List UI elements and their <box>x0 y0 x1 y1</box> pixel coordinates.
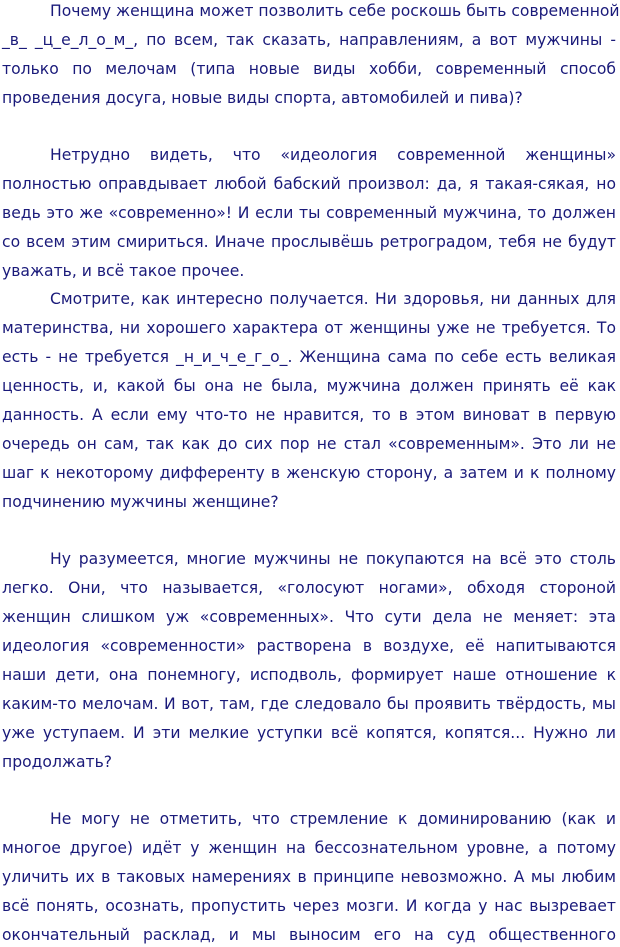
text-line: подчинению мужчины женщине? <box>2 493 279 511</box>
text-line: уже уступаем. И эти мелкие уступки всё копятся, копятся... Нужно ли <box>2 724 616 742</box>
text-line: _в_ _ц_е_л_о_м_, по всем, так сказать, направлениям, а вот мужчины - <box>2 31 616 49</box>
paragraph-3 <box>0 285 620 517</box>
text-line: шаг к некоторому дифференту в женскую сторону, а затем и к полному <box>2 464 616 482</box>
text-line: материнства, ни хорошего характера от женщины уже не требуется. То <box>2 319 616 337</box>
text-line: очередь он сам, так как до сих пор не стал «современным». Это ли не <box>2 435 616 453</box>
text-line: многое другое) идёт у женщин на бессознательном уровне, а потому <box>2 839 616 857</box>
text-line: идеология «современности» растворена в воздухе, её напитываются <box>2 637 616 655</box>
text-line: женщин слишком уж «современных». Что сути дела не меняет: эта <box>2 608 616 626</box>
text-line: ценность, и, какой бы она не была, мужчина должен принять её как <box>2 377 616 395</box>
text-line: ведь это же «современно»! И если ты современный мужчина, то должен <box>2 204 616 222</box>
text-line: наши дети, она понемногу, исподволь, формирует наше отношение к <box>2 666 616 684</box>
text-line: легко. Они, что называется, «голосуют ногами», обходя стороной <box>2 579 616 597</box>
text-line: полностью оправдывает любой бабский произвол: да, я такая-сякая, но <box>2 175 616 193</box>
text-line: есть - не требуется _н_и_ч_е_г_о_. Женщина сама по себе есть великая <box>2 348 616 366</box>
text-line: Нетрудно видеть, что «идеология современной женщины» <box>50 146 616 164</box>
paragraph-2 <box>0 141 620 286</box>
text-line: со всем этим смириться. Иначе прослывёшь ретроградом, тебя не будут <box>2 233 616 251</box>
text-line: данность. А если ему что-то не нравится, то в этом виноват в первую <box>2 406 616 424</box>
text-line: Почему женщина может позволить себе роскошь быть современной <box>50 2 620 20</box>
text-line: продолжать? <box>2 753 113 771</box>
text-line: Смотрите, как интересно получается. Ни здоровья, ни данных для <box>50 290 616 308</box>
text-line: только по мелочам (типа новые виды хобби, современный способ <box>2 60 616 78</box>
text-line: уличить их в таковых намерениях в принципе невозможно. А мы любим <box>2 868 616 886</box>
paragraph-4 <box>0 545 620 777</box>
text-line: каким-то мелочам. И вот, там, где следовало бы проявить твёрдость, мы <box>2 695 616 713</box>
text-line: уважать, и всё такое прочее. <box>2 262 245 280</box>
text-line: всё понять, осознать, пропустить через мозги. И когда у нас вызревает <box>2 897 616 915</box>
text-line: Не могу не отметить, что стремление к доминированию (как и <box>50 810 616 828</box>
paragraph-5 <box>0 805 620 947</box>
paragraph-1 <box>0 0 620 113</box>
text-line: проведения досуга, новые виды спорта, автомобилей и пива)? <box>2 89 523 107</box>
text-line: Ну разумеется, многие мужчины не покупаются на всё это столь <box>50 550 616 568</box>
text-line: окончательный расклад, и мы выносим его на суд общественного <box>2 926 616 944</box>
